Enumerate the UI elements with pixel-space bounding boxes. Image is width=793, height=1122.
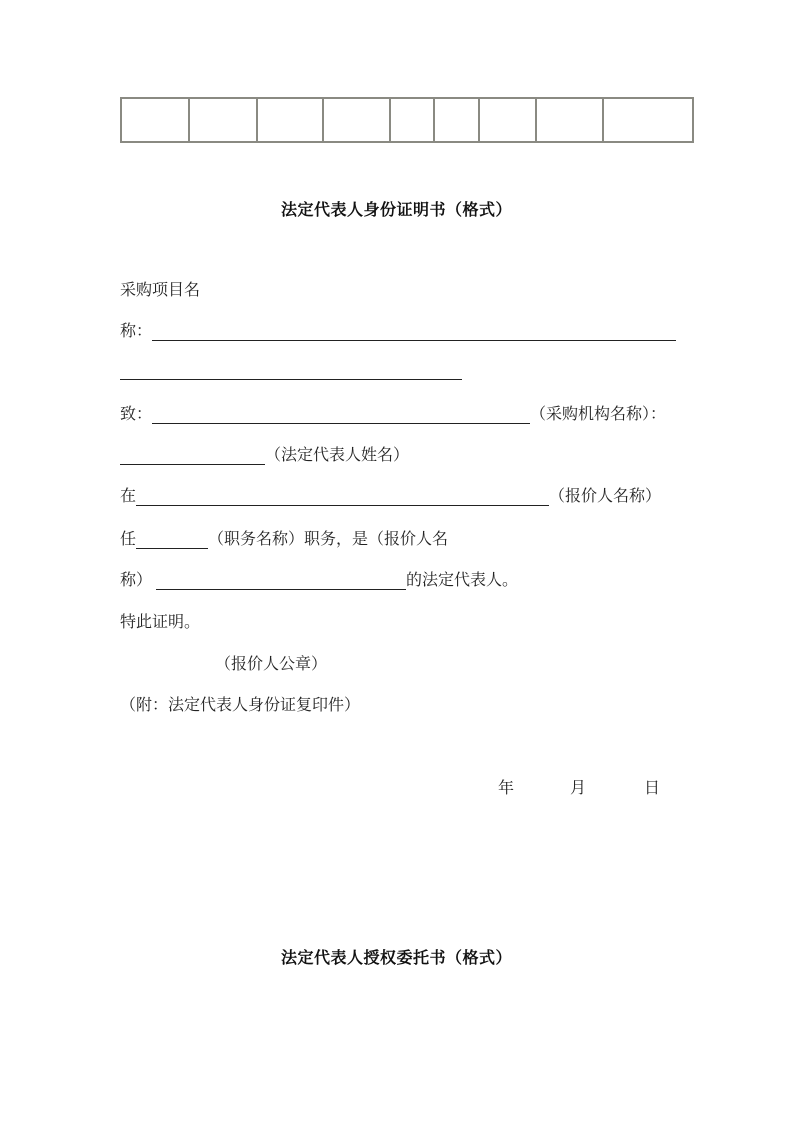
header-cell [121,98,189,142]
to-label: 致： [120,404,153,423]
header-table [120,97,694,143]
header-cell [189,98,257,142]
legal-rep-suffix: 的法定代表人。 [406,570,519,589]
bidder-name-blank[interactable] [136,489,549,506]
bidder-line [120,486,661,506]
doc-title-identity: 法定代表人身份证明书（格式） [280,200,512,219]
certify-text: 特此证明。 [120,612,201,631]
rep-name-hint: （法定代表人姓名） [265,445,410,464]
rep-name-line [120,445,409,465]
position-text: （职务名称）职务，是（报价人名 [208,529,449,548]
project-label-text: 采购项目名 [120,280,201,299]
doc-title-authorization: 法定代表人授权委托书（格式） [280,948,512,967]
date-day: 日 [644,778,661,797]
header-cell [603,98,693,142]
certify-line [120,612,200,632]
to-agency-line [120,404,666,424]
bidder-cont: 称） [120,570,153,589]
at-label: 在 [120,486,137,505]
seal-line [215,654,327,674]
rep-name-blank[interactable] [120,448,265,465]
header-cell [257,98,323,142]
project-name-line-2 [120,363,462,380]
header-cell [536,98,603,142]
position-line [120,529,448,549]
date-year: 年 [498,778,515,797]
position-prefix: 任 [120,529,137,548]
project-name-label [120,280,200,300]
bidder-hint: （报价人名称） [549,486,662,505]
date-month: 月 [570,778,587,797]
project-name-blank[interactable] [152,324,676,341]
project-label-cont: 称： [120,321,153,340]
header-cell [323,98,390,142]
header-cell [479,98,536,142]
agency-name-blank[interactable] [152,407,530,424]
position-blank[interactable] [136,532,208,549]
bidder-name-blank-2[interactable] [156,573,406,590]
legal-rep-line [120,570,518,590]
project-name-line [120,321,676,341]
header-cell [390,98,434,142]
attachment-text: （附：法定代表人身份证复印件） [120,695,361,714]
header-cell [434,98,479,142]
project-name-blank-2[interactable] [120,363,462,380]
agency-hint: （采购机构名称）： [530,404,667,423]
seal-text: （报价人公章） [215,654,328,673]
header-table-row [121,98,693,142]
attachment-line [120,695,360,715]
